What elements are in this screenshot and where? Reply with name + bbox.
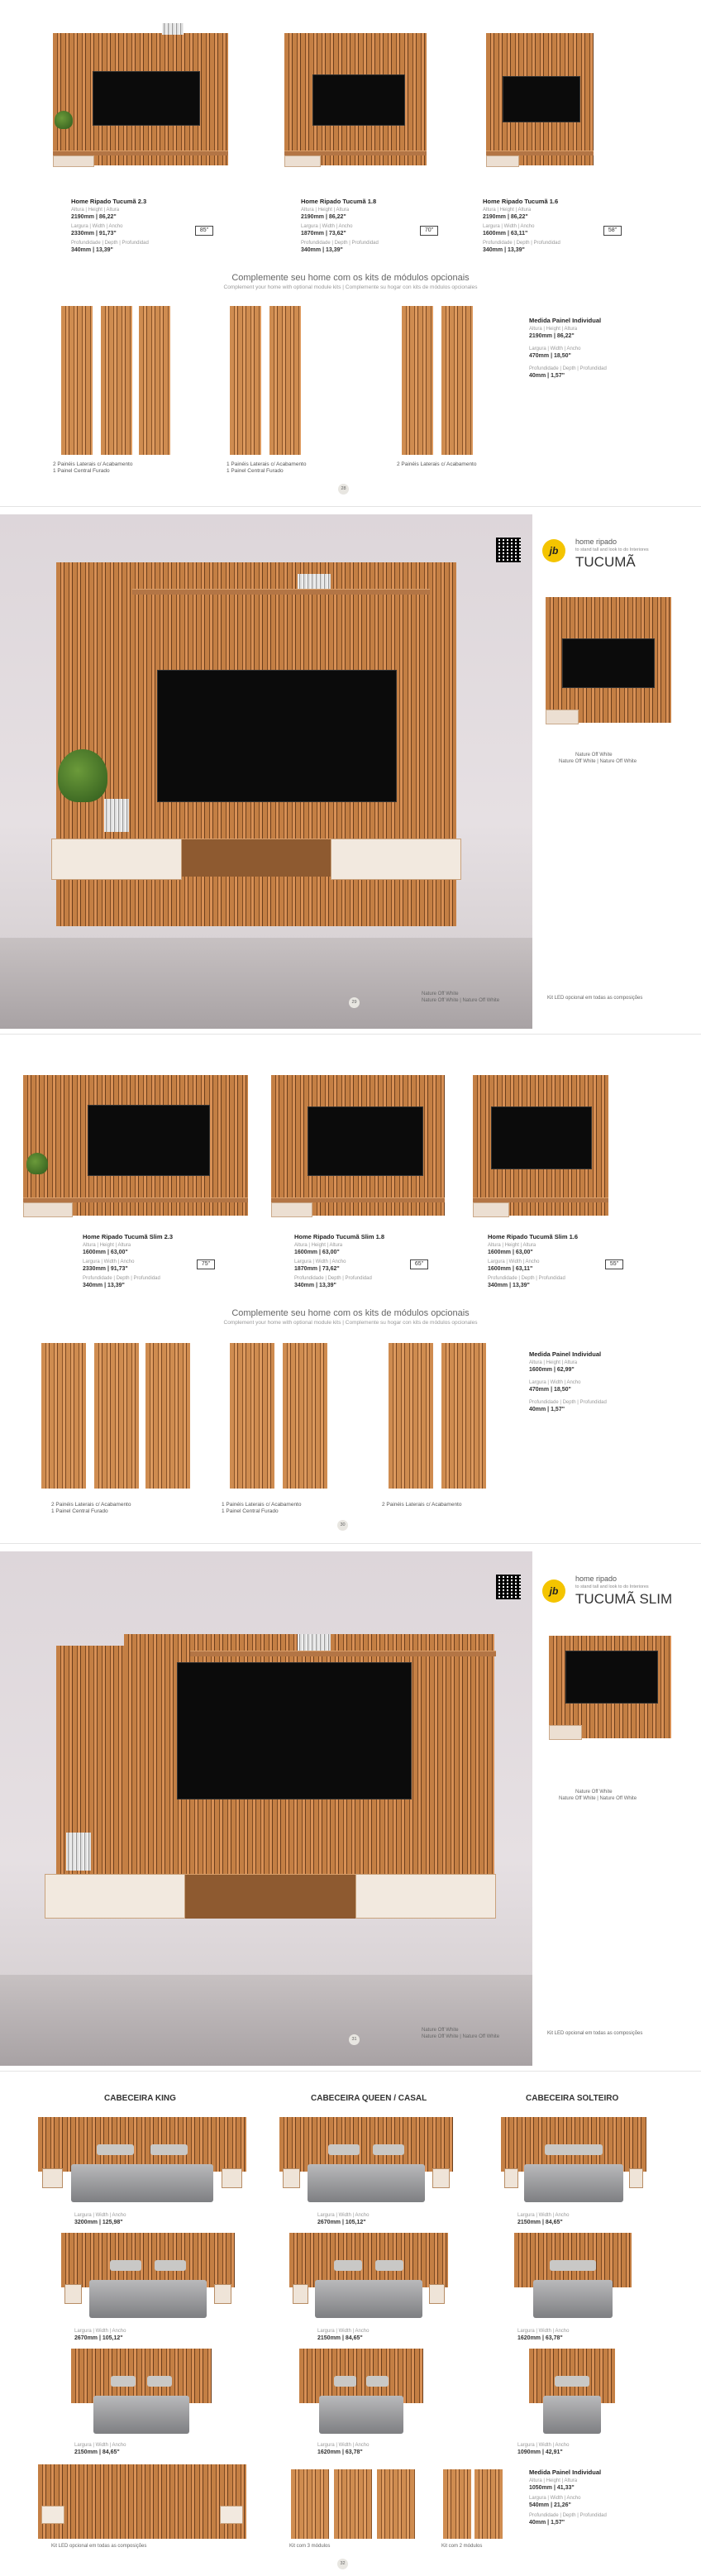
depth-value: 340mm | 13,39": [71, 247, 113, 253]
module-caption: 2 Painéis Laterais c/ Acabamento 1 Painel Central Furado: [53, 461, 133, 475]
open-cabinet-image: [355, 1874, 496, 1919]
cabinet-image: [23, 1202, 73, 1217]
module-kit-image: [474, 2469, 503, 2539]
width-label: Largura | Width | Ancho: [483, 224, 535, 229]
width-value: 1600mm | 63,11": [488, 1266, 533, 1272]
height-label: Altura | Height | Altura: [483, 208, 532, 213]
depth-label: Profundidade | Depth | Profundidad: [529, 366, 607, 371]
qr-code-overlay: [496, 538, 521, 562]
plant-image: [26, 1153, 48, 1174]
plant-image: [58, 749, 107, 802]
width-label: Largura | Width | Ancho: [71, 224, 123, 229]
product-title: Home Ripado Tucumã Slim 1.8: [294, 1233, 385, 1240]
drawer-cabinet-image: [45, 1874, 185, 1919]
module-kit-image: [377, 2469, 415, 2539]
brand-subline: to stand tall and look to do Interiores: [575, 547, 649, 552]
width-value: 1870mm | 73,62": [294, 1266, 340, 1272]
product-title: Home Ripado Tucumã 1.8: [301, 198, 377, 205]
height-label: Altura | Height | Altura: [529, 327, 578, 332]
headboard-image: [501, 2117, 646, 2208]
width-value: 1600mm | 63,11": [483, 231, 528, 237]
depth-value: 40mm | 1,57": [529, 2520, 565, 2526]
tv-size-badge: 70": [420, 226, 438, 236]
page-number: 30: [337, 1520, 348, 1531]
section-heading: Complemente seu home com os kits de módulos opcionais: [231, 1308, 470, 1318]
depth-label: Profundidade | Depth | Profundidad: [301, 241, 379, 246]
tv-image: [308, 1106, 423, 1176]
width-value: 2150mm | 84,65": [517, 2220, 563, 2225]
product-title: Home Ripado Tucumã Slim 1.6: [488, 1233, 579, 1240]
width-label: Largura | Width | Ancho: [317, 2329, 370, 2334]
height-value: 2190mm | 86,22": [529, 333, 575, 339]
width-value: 540mm | 21,26": [529, 2502, 571, 2508]
column-title-queen: CABECEIRA QUEEN / CASAL: [311, 2094, 427, 2103]
height-value: 2190mm | 86,22": [301, 214, 346, 220]
finish-label: Nature Off White: [575, 1790, 613, 1795]
depth-value: 340mm | 13,39": [294, 1283, 336, 1288]
tv-size-badge: 85": [195, 226, 213, 236]
top-shelf-image: [132, 589, 430, 595]
books-image: [104, 799, 129, 832]
section-subheading: Complement your home with optional module kits | Complemente su hogar con kits de módulos opcionales: [223, 284, 478, 290]
module-kit-image: [389, 1343, 433, 1489]
tv-image: [565, 1651, 658, 1704]
headboard-image: [279, 2117, 453, 2208]
width-label: Largura | Width | Ancho: [517, 2213, 570, 2218]
brand-subline: to stand tall and look to do Interiores: [575, 1584, 649, 1589]
product-title: Home Ripado Tucumã 2.3: [71, 198, 147, 205]
brand-logo: jb: [542, 1580, 565, 1603]
kit-caption: Kit com 2 módulos: [441, 2544, 483, 2549]
cabinet-image: [473, 1202, 509, 1217]
depth-value: 340mm | 13,39": [488, 1283, 530, 1288]
width-label: Largura | Width | Ancho: [529, 2496, 581, 2501]
width-value: 1620mm | 63,78": [517, 2335, 563, 2341]
photo-finish-label: Nature Off White: [422, 992, 459, 996]
page-divider: [0, 506, 701, 507]
cabinet-image: [271, 1202, 312, 1217]
depth-value: 340mm | 13,39": [83, 1283, 125, 1288]
tv-image: [562, 638, 655, 688]
width-value: 470mm | 18,50": [529, 353, 571, 359]
width-label: Largura | Width | Ancho: [83, 1259, 135, 1264]
height-label: Altura | Height | Altura: [529, 1360, 578, 1365]
plant-image: [55, 111, 73, 129]
open-cabinet-image: [331, 839, 461, 880]
module-kit-image: [402, 306, 433, 455]
height-value: 1600mm | 63,00": [294, 1250, 340, 1255]
headboard-image: [38, 2117, 246, 2208]
module-kit-image: [230, 1343, 274, 1489]
module-kit-image: [145, 1343, 190, 1489]
depth-value: 340mm | 13,39": [301, 247, 343, 253]
module-kit-image: [41, 1343, 86, 1489]
depth-label: Profundidade | Depth | Profundidad: [488, 1276, 565, 1281]
finish-label: Nature Off White: [575, 753, 613, 758]
finish-label: Nature Off White | Nature Off White: [559, 759, 637, 764]
width-value: 2330mm | 91,73": [71, 231, 117, 237]
measure-title: Medida Painel Individual: [529, 2468, 602, 2476]
led-note: Kit LED opcional em todas as composições: [547, 2031, 643, 2036]
module-kit-image: [283, 1343, 327, 1489]
photo-finish-label: Nature Off White: [422, 2028, 459, 2033]
module-caption: 2 Painéis Laterais c/ Acabamento 1 Painel Central Furado: [51, 1502, 131, 1515]
photo-finish-label: Nature Off White | Nature Off White: [422, 998, 500, 1003]
module-kit-image: [291, 2469, 329, 2539]
depth-value: 40mm | 1,57": [529, 373, 565, 379]
module-kit-image: [230, 306, 261, 455]
module-kit-image: [101, 306, 132, 455]
width-label: Largura | Width | Ancho: [74, 2443, 126, 2448]
led-note: Kit LED opcional em todas as composições: [51, 2544, 147, 2549]
module-kit-image: [443, 2469, 471, 2539]
width-label: Largura | Width | Ancho: [488, 1259, 540, 1264]
page-divider: [0, 1543, 701, 1544]
width-value: 1090mm | 42,91": [517, 2449, 563, 2455]
depth-label: Profundidade | Depth | Profundidad: [529, 2513, 607, 2518]
headboard-image: [529, 2349, 615, 2440]
headboard-image: [61, 2233, 235, 2324]
cabinet-image: [53, 155, 94, 167]
books-image: [298, 1634, 331, 1651]
brand-logo: jb: [542, 539, 565, 562]
nightstand-image: [41, 2506, 64, 2524]
tv-image: [312, 74, 405, 126]
headboard-image: [514, 2233, 632, 2324]
depth-label: Profundidade | Depth | Profundidad: [71, 241, 149, 246]
depth-label: Profundidade | Depth | Profundidad: [294, 1276, 372, 1281]
brand-small: home ripado: [575, 1575, 618, 1583]
section-subheading: Complement your home with optional module kits | Complemente su hogar con kits de módulos opcionales: [223, 1320, 478, 1326]
height-label: Altura | Height | Altura: [529, 2478, 578, 2483]
brand-small: home ripado: [575, 538, 618, 546]
module-kit-image: [61, 306, 93, 455]
brand-name: TUCUMÃ: [575, 554, 636, 570]
drawer-cabinet-image: [51, 839, 182, 880]
measure-title: Medida Painel Individual: [529, 317, 602, 324]
depth-label: Profundidade | Depth | Profundidad: [83, 1276, 160, 1281]
tv-image: [93, 71, 200, 126]
width-label: Largura | Width | Ancho: [529, 346, 581, 351]
led-note: Kit LED opcional em todas as composições: [547, 996, 643, 1001]
width-label: Largura | Width | Ancho: [294, 1259, 346, 1264]
module-caption: 1 Painéis Laterais c/ Acabamento 1 Painel Central Furado: [227, 461, 307, 475]
product-title: Home Ripado Tucumã Slim 2.3: [83, 1233, 174, 1240]
height-label: Altura | Height | Altura: [83, 1243, 131, 1248]
width-value: 2670mm | 105,12": [317, 2220, 366, 2225]
page-divider: [0, 2071, 701, 2072]
brand-name: TUCUMÃ SLIM: [575, 1591, 673, 1607]
tv-image: [177, 1662, 412, 1799]
headboard-image: [71, 2349, 212, 2440]
module-caption: 2 Painéis Laterais c/ Acabamento: [382, 1502, 462, 1508]
kit-caption: Kit com 3 módulos: [289, 2544, 331, 2549]
page-number: 32: [337, 2559, 348, 2569]
width-label: Largura | Width | Ancho: [301, 224, 353, 229]
module-caption: 2 Painéis Laterais c/ Acabamento: [397, 461, 477, 467]
depth-value: 40mm | 1,57": [529, 1407, 565, 1412]
page-number: 31: [349, 2034, 360, 2045]
tv-size-badge: 55": [605, 1259, 623, 1269]
floor-image: [0, 1975, 532, 2066]
width-label: Largura | Width | Ancho: [317, 2213, 370, 2218]
tv-image: [157, 670, 397, 802]
width-value: 1620mm | 63,78": [317, 2449, 363, 2455]
tv-size-badge: 75": [197, 1259, 215, 1269]
headboard-image: [289, 2233, 448, 2324]
rack-image: [185, 1874, 355, 1919]
depth-label: Profundidade | Depth | Profundidad: [529, 1400, 607, 1405]
depth-value: 340mm | 13,39": [483, 247, 525, 253]
module-kit-image: [94, 1343, 139, 1489]
photo-finish-label: Nature Off White | Nature Off White: [422, 2034, 500, 2039]
depth-label: Profundidade | Depth | Profundidad: [483, 241, 560, 246]
page-number: 28: [338, 484, 349, 495]
height-value: 1600mm | 63,00": [488, 1250, 533, 1255]
top-shelf-image: [190, 1651, 496, 1656]
width-label: Largura | Width | Ancho: [517, 2443, 570, 2448]
module-kit-image: [269, 306, 301, 455]
measure-title: Medida Painel Individual: [529, 1350, 602, 1358]
tv-size-badge: 65": [410, 1259, 428, 1269]
rack-image: [182, 839, 331, 877]
books-image: [162, 23, 184, 35]
cabinet-image: [284, 155, 321, 167]
finish-label: Nature Off White | Nature Off White: [559, 1796, 637, 1801]
tv-image: [491, 1106, 592, 1169]
product-title: Home Ripado Tucumã 1.6: [483, 198, 559, 205]
module-caption: 1 Painéis Laterais c/ Acabamento 1 Painel Central Furado: [222, 1502, 302, 1515]
height-value: 2190mm | 86,22": [483, 214, 528, 220]
cabinet-image: [486, 155, 519, 167]
width-value: 470mm | 18,50": [529, 1387, 571, 1393]
column-title-single: CABECEIRA SOLTEIRO: [526, 2094, 619, 2103]
width-label: Largura | Width | Ancho: [74, 2213, 126, 2218]
tv-size-badge: 58": [603, 226, 622, 236]
cabinet-image: [549, 1725, 582, 1740]
height-value: 1600mm | 63,00": [83, 1250, 128, 1255]
width-label: Largura | Width | Ancho: [517, 2329, 570, 2334]
tv-image: [503, 76, 580, 122]
qr-code-overlay: [496, 1575, 521, 1599]
height-value: 2190mm | 86,22": [71, 214, 117, 220]
floor-image: [0, 938, 532, 1029]
height-label: Altura | Height | Altura: [301, 208, 350, 213]
width-value: 2670mm | 105,12": [74, 2335, 123, 2341]
module-kit-image: [441, 1343, 486, 1489]
tv-image: [88, 1105, 210, 1176]
headboard-image: [299, 2349, 423, 2440]
page-number: 29: [349, 997, 360, 1008]
width-label: Largura | Width | Ancho: [529, 1380, 581, 1385]
page-divider: [0, 1034, 701, 1035]
width-value: 3200mm | 125,98": [74, 2220, 123, 2225]
width-label: Largura | Width | Ancho: [74, 2329, 126, 2334]
section-heading: Complemente seu home com os kits de módulos opcionais: [231, 273, 470, 283]
width-value: 2150mm | 84,65": [74, 2449, 120, 2455]
module-kit-image: [139, 306, 170, 455]
module-kit-image: [334, 2469, 372, 2539]
nightstand-image: [220, 2506, 243, 2524]
width-value: 2330mm | 91,73": [83, 1266, 128, 1272]
height-label: Altura | Height | Altura: [71, 208, 120, 213]
height-value: 1600mm | 62,99": [529, 1367, 575, 1373]
books-image: [66, 1833, 91, 1871]
height-value: 1050mm | 41,33": [529, 2485, 575, 2491]
books-image: [298, 574, 331, 589]
column-title-king: CABECEIRA KING: [104, 2094, 176, 2103]
height-label: Altura | Height | Altura: [294, 1243, 343, 1248]
height-label: Altura | Height | Altura: [488, 1243, 536, 1248]
width-label: Largura | Width | Ancho: [317, 2443, 370, 2448]
cabinet-image: [546, 710, 579, 724]
width-value: 2150mm | 84,65": [317, 2335, 363, 2341]
module-kit-image: [441, 306, 473, 455]
width-value: 1870mm | 73,62": [301, 231, 346, 237]
led-headboard-image: [38, 2464, 246, 2539]
